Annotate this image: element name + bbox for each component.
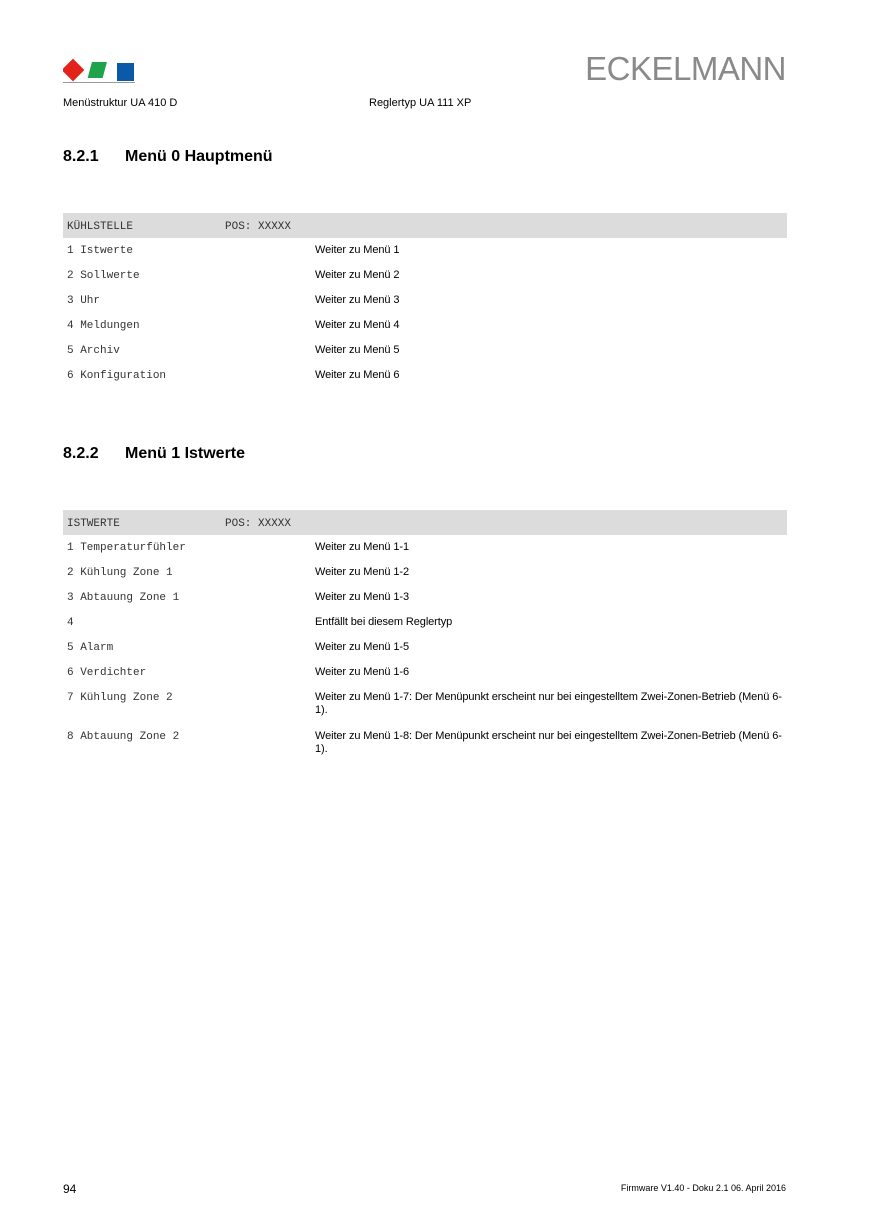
section-number: 8.2.2 bbox=[63, 445, 99, 462]
menu-item-description: Entfällt bei diesem Reglertyp bbox=[315, 616, 453, 628]
page-number: 94 bbox=[63, 1182, 77, 1196]
menu-item-code: 6 Konfiguration bbox=[67, 370, 167, 382]
menu-screen-header bbox=[63, 510, 787, 535]
menu-row bbox=[63, 660, 787, 685]
menu-table-istwerte bbox=[63, 510, 787, 763]
controller-type: Reglertyp UA 111 XP bbox=[369, 97, 472, 109]
menu-row bbox=[63, 363, 787, 388]
screen-title: KÜHLSTELLE bbox=[67, 221, 134, 233]
menu-row bbox=[63, 238, 787, 263]
menu-row bbox=[63, 535, 787, 560]
menu-row bbox=[63, 585, 787, 610]
menu-item-code: 2 Kühlung Zone 1 bbox=[67, 567, 173, 579]
firmware-version: Firmware V1.40 - Doku 2.1 06. April 2016 bbox=[620, 1183, 786, 1193]
menu-item-description: Weiter zu Menü 4 bbox=[315, 319, 400, 331]
menu-item-code: 5 Alarm bbox=[67, 642, 114, 654]
menu-item-code: 4 Meldungen bbox=[67, 320, 140, 332]
menu-item-code: 1 Temperaturfühler bbox=[67, 542, 186, 554]
menu-item-description: Weiter zu Menü 6 bbox=[315, 369, 400, 381]
menu-item-code: 3 Uhr bbox=[67, 295, 101, 307]
menu-item-code: 2 Sollwerte bbox=[67, 270, 140, 282]
menu-item-description: Weiter zu Menü 1-6 bbox=[315, 666, 409, 678]
menu-row bbox=[63, 685, 787, 724]
section-number: 8.2.1 bbox=[63, 148, 99, 165]
menu-item-code: 6 Verdichter bbox=[67, 667, 147, 679]
menu-item-code: 7 Kühlung Zone 2 bbox=[67, 692, 173, 704]
brand-wordmark: ECKELMANN bbox=[585, 50, 786, 87]
menu-item-code: 4 bbox=[67, 617, 74, 629]
menu-row bbox=[63, 724, 787, 763]
menu-screen-header bbox=[63, 213, 787, 238]
menu-item-code: 3 Abtauung Zone 1 bbox=[67, 592, 180, 604]
menu-item-description: Weiter zu Menü 1-3 bbox=[315, 591, 409, 603]
menu-item-description: Weiter zu Menü 1-5 bbox=[315, 641, 409, 653]
menu-item-description: Weiter zu Menü 2 bbox=[315, 269, 400, 281]
menu-item-code: 5 Archiv bbox=[67, 345, 120, 357]
menu-row bbox=[63, 610, 787, 635]
menu-row bbox=[63, 288, 787, 313]
section-heading-menu1 bbox=[63, 445, 245, 463]
section-heading-menu0 bbox=[63, 148, 273, 166]
menu-item-description: Weiter zu Menü 1-2 bbox=[315, 566, 409, 578]
screen-title: ISTWERTE bbox=[67, 518, 120, 530]
menu-row bbox=[63, 560, 787, 585]
menu-row bbox=[63, 263, 787, 288]
menu-item-description: Weiter zu Menü 1-8: Der Menüpunkt erscheint nur bei eingestelltem Zwei-Zonen-Betrieb (Menü 6-1). bbox=[315, 730, 782, 755]
eckelmann-logo bbox=[63, 58, 135, 84]
menu-row bbox=[63, 635, 787, 660]
section-title: Menü 0 Hauptmenü bbox=[125, 148, 273, 165]
menu-item-description: Weiter zu Menü 3 bbox=[315, 294, 400, 306]
menu-item-description: Weiter zu Menü 1-7: Der Menüpunkt erscheint nur bei eingestelltem Zwei-Zonen-Betrieb (Menü 6-1). bbox=[315, 691, 782, 716]
section-title: Menü 1 Istwerte bbox=[125, 445, 246, 462]
menu-item-code: 8 Abtauung Zone 2 bbox=[67, 731, 180, 743]
menu-item-description: Weiter zu Menü 5 bbox=[315, 344, 400, 356]
menu-item-description: Weiter zu Menü 1 bbox=[315, 244, 400, 256]
screen-position: POS: XXXXX bbox=[225, 221, 292, 233]
menu-row bbox=[63, 313, 787, 338]
menu-row bbox=[63, 338, 787, 363]
screen-position: POS: XXXXX bbox=[225, 518, 292, 530]
menu-item-code: 1 Istwerte bbox=[67, 245, 134, 257]
menu-item-description: Weiter zu Menü 1-1 bbox=[315, 541, 409, 553]
menu-table-main bbox=[63, 213, 787, 388]
document-title: Menüstruktur UA 410 D bbox=[63, 97, 178, 109]
